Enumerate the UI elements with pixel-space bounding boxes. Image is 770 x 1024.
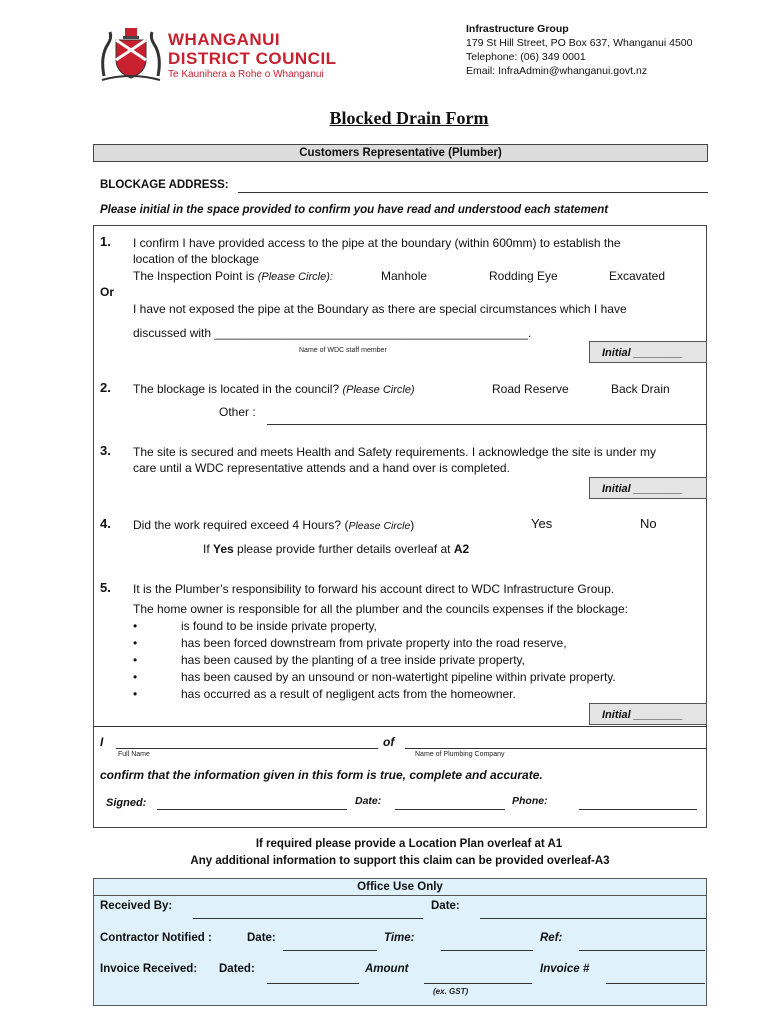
date-label: Date: <box>355 795 382 807</box>
section-3-line2: care until a WDC representative attends and a hand over is completed. <box>133 461 510 475</box>
group-address: 179 St Hill Street, PO Box 637, Whanganui 4500 <box>466 37 693 49</box>
declaration-of: of <box>383 735 395 749</box>
bullet-marker: • <box>133 636 138 650</box>
declaration-divider <box>93 726 707 727</box>
section-2-number: 2. <box>100 380 111 395</box>
section-4-followup <box>203 541 469 557</box>
declaration-confirm: confirm that the information given in this form is true, complete and accurate. <box>100 768 543 782</box>
amount-field[interactable] <box>424 983 532 984</box>
ref-field[interactable] <box>579 950 705 951</box>
section-3-initial-box[interactable]: Initial ________ <box>589 477 707 499</box>
received-by-label: Received By: <box>100 900 173 912</box>
bullet-item: has occurred as a result of negligent acts from the homeowner. <box>181 687 516 701</box>
location-plan-note: If required please provide a Location Plan overleaf at A1 <box>255 838 563 850</box>
invoice-received-label: Invoice Received: <box>100 963 198 975</box>
phone-field[interactable] <box>579 809 697 810</box>
bullet-marker: • <box>133 653 138 667</box>
section-5-line2: The home owner is responsible for all the plumber and the councils expenses if the blockage: <box>133 602 628 616</box>
dated-field[interactable] <box>267 983 359 984</box>
section-1-number: 1. <box>100 234 111 249</box>
section-4-please-circle: Please Circle <box>348 520 411 532</box>
phone-label: Phone: <box>512 795 548 807</box>
form-title: Blocked Drain Form <box>329 108 489 128</box>
option-no[interactable]: No <box>640 516 657 531</box>
received-by-field[interactable] <box>193 918 423 919</box>
option-rodding-eye[interactable]: Rodding Eye <box>489 269 558 283</box>
section-2-line1 <box>133 381 415 398</box>
option-yes[interactable]: Yes <box>531 516 553 531</box>
staff-name-caption: Name of WDC staff member <box>299 347 387 354</box>
blockage-address-label: BLOCKAGE ADDRESS: <box>100 179 229 191</box>
time-field[interactable] <box>441 950 533 951</box>
instruction-text: Please initial in the space provided to confirm you have read and understood each statement <box>100 204 609 216</box>
full-name-caption: Full Name <box>118 751 150 758</box>
section-3-line1: The site is secured and meets Health and Safety requirements. I acknowledge the site is under my <box>133 445 656 459</box>
invoice-number-label: Invoice # <box>540 963 590 975</box>
bullet-marker: • <box>133 619 138 633</box>
option-back-drain[interactable]: Back Drain <box>611 382 670 396</box>
section-2-question: The blockage is located in the council? <box>133 382 343 396</box>
plumbing-company-field[interactable] <box>405 748 707 749</box>
option-manhole[interactable]: Manhole <box>381 269 428 283</box>
section-2-other-label: Other : <box>219 405 256 419</box>
section-4-number: 4. <box>100 516 111 531</box>
section-1-line2: location of the blockage <box>133 252 260 266</box>
bullet-item: is found to be inside private property, <box>181 619 377 633</box>
section-4-line1 <box>133 517 414 534</box>
section-4-question: Did the work required exceed 4 Hours? ( <box>133 518 349 532</box>
office-date-field[interactable] <box>480 918 706 919</box>
bullet-item: has been caused by the planting of a tree inside private property, <box>181 653 525 667</box>
section-4-close-paren: ) <box>410 518 415 532</box>
followup-yes: Yes <box>213 542 234 556</box>
group-telephone: Telephone: (06) 349 0001 <box>466 51 586 63</box>
section-5-line1: It is the Plumber’s responsibility to forward his account direct to WDC Infrastructure Group. <box>133 582 615 596</box>
section-2-please-circle: (Please Circle) <box>342 384 415 396</box>
invoice-number-field[interactable] <box>606 983 705 984</box>
council-logo <box>98 26 164 84</box>
office-use-title: Office Use Only <box>93 878 707 896</box>
ex-gst-caption: (ex. GST) <box>433 987 469 996</box>
full-name-field[interactable] <box>116 748 378 749</box>
option-road-reserve[interactable]: Road Reserve <box>492 382 569 396</box>
followup-text: please provide further details overleaf at <box>233 542 454 556</box>
bullet-marker: • <box>133 687 138 701</box>
section-1-initial-box[interactable]: Initial ________ <box>589 341 707 363</box>
contractor-notified-label: Contractor Notified : <box>100 932 212 944</box>
cn-date-field[interactable] <box>283 950 377 951</box>
time-label: Time: <box>384 932 415 944</box>
section-bar-customers: Customers Representative (Plumber) <box>93 144 708 162</box>
inspection-point-label: The Inspection Point is <box>133 269 258 283</box>
section-5-initial-box[interactable]: Initial ________ <box>589 703 707 725</box>
section-1-line4[interactable]: discussed with _______________________________________________. <box>133 326 532 340</box>
section-1-or: Or <box>100 285 115 299</box>
group-name: Infrastructure Group <box>466 23 569 35</box>
additional-info-note: Any additional information to support this claim can be provided overleaf-A3 <box>190 855 610 867</box>
section-1-line1: I confirm I have provided access to the pipe at the boundary (within 600mm) to establish the <box>133 236 621 250</box>
option-excavated[interactable]: Excavated <box>609 269 666 283</box>
section-1-line3: I have not exposed the pipe at the Boundary as there are special circumstances which I have <box>133 302 627 316</box>
section-5-number: 5. <box>100 580 111 595</box>
bullet-item: has been forced downstream from private property into the road reserve, <box>181 636 567 650</box>
group-email: Email: InfraAdmin@whanganui.govt.nz <box>466 65 648 77</box>
inspection-point-row <box>133 268 333 285</box>
org-name-line2: DISTRICT COUNCIL <box>168 49 337 68</box>
amount-label: Amount <box>365 963 409 975</box>
org-name-line1: WHANGANUI <box>168 30 281 49</box>
company-caption: Name of Plumbing Company <box>415 751 505 758</box>
bullet-marker: • <box>133 670 138 684</box>
declaration-i: I <box>100 735 104 749</box>
dated-label: Dated: <box>219 963 255 975</box>
date-field[interactable] <box>395 809 505 810</box>
signed-label: Signed: <box>106 797 147 809</box>
bullet-item: has been caused by an unsound or non-watertight pipeline within private property. <box>181 670 616 684</box>
followup-if: If <box>203 542 214 556</box>
section-2-divider <box>706 374 707 426</box>
section-3-number: 3. <box>100 443 111 458</box>
section-2-other-field[interactable] <box>267 424 707 425</box>
cn-date-label: Date: <box>247 932 276 944</box>
signed-field[interactable] <box>157 809 347 810</box>
ref-label: Ref: <box>540 932 563 944</box>
followup-ref: A2 <box>453 542 470 556</box>
org-tagline: Te Kaunihera a Rohe o Whanganui <box>168 69 324 80</box>
blockage-address-field[interactable] <box>238 192 708 193</box>
office-date-label: Date: <box>431 900 460 912</box>
inspection-please-circle: (Please Circle): <box>257 271 333 283</box>
